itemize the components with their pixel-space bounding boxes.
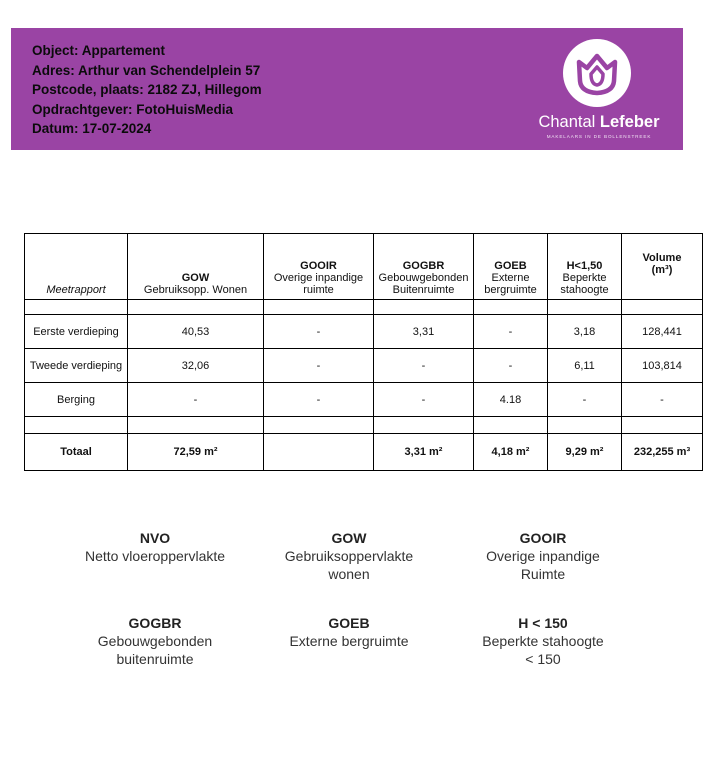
legend-code: GOGBR bbox=[128, 615, 182, 631]
table-cell: 3,31 bbox=[374, 315, 474, 349]
table-cell: 3,18 bbox=[548, 315, 622, 349]
table-cell: - bbox=[474, 349, 548, 383]
table-cell: - bbox=[622, 383, 703, 417]
column-header bbox=[374, 234, 474, 300]
table-row bbox=[25, 349, 703, 383]
table-cell: - bbox=[548, 383, 622, 417]
table-cell: 32,06 bbox=[128, 349, 264, 383]
column-code: H<1,50 bbox=[566, 260, 603, 272]
object-line: Object: Appartement bbox=[32, 43, 166, 58]
total-cell: 9,29 m² bbox=[548, 434, 622, 471]
legend-desc: Ruimte bbox=[520, 566, 566, 582]
legend-code: NVO bbox=[139, 530, 171, 546]
column-code: GOW bbox=[181, 272, 210, 284]
table-header-row bbox=[25, 234, 703, 300]
spacer-row bbox=[25, 300, 703, 315]
table-cell: 6,11 bbox=[548, 349, 622, 383]
logo-last-name: Lefeber bbox=[599, 113, 660, 131]
column-header bbox=[474, 234, 548, 300]
legend-code: H < 150 bbox=[518, 615, 568, 631]
legend-code: GOW bbox=[331, 530, 367, 546]
total-label: Totaal bbox=[25, 434, 128, 471]
column-desc: Overige inpandige bbox=[273, 272, 364, 284]
column-desc: ruimte bbox=[303, 284, 334, 296]
header-banner bbox=[11, 28, 683, 150]
legend-desc: Netto vloeroppervlakte bbox=[84, 548, 226, 564]
total-cell: 4,18 m² bbox=[474, 434, 548, 471]
table-cell: - bbox=[474, 315, 548, 349]
table-row bbox=[25, 383, 703, 417]
measurement-table bbox=[24, 233, 703, 471]
total-cell: 72,59 m² bbox=[128, 434, 264, 471]
legend-code: GOEB bbox=[328, 615, 370, 631]
column-code: GOEB bbox=[494, 260, 527, 272]
object-info bbox=[32, 41, 262, 139]
table-cell: - bbox=[264, 349, 374, 383]
spacer-row bbox=[25, 417, 703, 434]
legend-item bbox=[448, 614, 638, 668]
legend-desc: Overige inpandige bbox=[486, 548, 600, 564]
legend-desc: Gebruiksoppervlakte bbox=[284, 548, 414, 564]
row-label: Tweede verdieping bbox=[25, 349, 128, 383]
column-desc: Gebouwgebonden bbox=[378, 272, 469, 284]
total-cell: 232,255 m³ bbox=[622, 434, 703, 471]
table-cell: - bbox=[374, 383, 474, 417]
client-line: Opdrachtgever: FotoHuisMedia bbox=[32, 101, 234, 117]
column-desc: bergruimte bbox=[484, 284, 537, 296]
logo-wordmark bbox=[529, 113, 669, 132]
column-desc: Gebruiksopp. Wonen bbox=[143, 284, 248, 296]
legend-desc: < 150 bbox=[525, 651, 561, 667]
column-header bbox=[548, 234, 622, 300]
legend-item bbox=[60, 614, 250, 668]
legend-item bbox=[254, 529, 444, 583]
logo-first-name: Chantal bbox=[538, 113, 596, 131]
column-code: GOGBR bbox=[402, 260, 445, 272]
column-code: Volume bbox=[642, 252, 682, 264]
column-unit: (m³) bbox=[651, 264, 673, 276]
table-cell: - bbox=[264, 315, 374, 349]
logo-tagline: MAKELAARS IN DE BOLLENSTREEK bbox=[546, 134, 652, 139]
date-line: Datum: 17-07-2024 bbox=[32, 121, 152, 137]
row-label: Berging bbox=[25, 383, 128, 417]
column-header bbox=[622, 234, 703, 300]
legend-desc: wonen bbox=[328, 566, 370, 582]
column-code: GOOIR bbox=[300, 260, 337, 272]
legend-item bbox=[60, 529, 250, 565]
total-cell bbox=[264, 434, 374, 471]
total-cell: 3,31 m² bbox=[374, 434, 474, 471]
corner-label: Meetrapport bbox=[25, 234, 128, 300]
legend-code: GOOIR bbox=[519, 530, 567, 546]
address-line: Adres: Arthur van Schendelplein 57 bbox=[32, 62, 261, 78]
column-desc: stahoogte bbox=[560, 284, 609, 296]
column-desc: Externe bbox=[491, 272, 530, 284]
legend-item bbox=[448, 529, 638, 583]
table-cell: 128,441 bbox=[622, 315, 703, 349]
column-desc: Buitenruimte bbox=[392, 284, 455, 296]
table-row bbox=[25, 315, 703, 349]
table-cell: - bbox=[374, 349, 474, 383]
column-header bbox=[128, 234, 264, 300]
column-header bbox=[264, 234, 374, 300]
legend-item bbox=[254, 614, 444, 650]
table-cell: 4.18 bbox=[474, 383, 548, 417]
table-cell: 40,53 bbox=[128, 315, 264, 349]
legend-desc: buitenruimte bbox=[116, 651, 194, 667]
row-label: Eerste verdieping bbox=[25, 315, 128, 349]
total-row bbox=[25, 434, 703, 471]
table-cell: - bbox=[264, 383, 374, 417]
table-cell: - bbox=[128, 383, 264, 417]
table-cell: 103,814 bbox=[622, 349, 703, 383]
legend-desc: Gebouwgebonden bbox=[97, 633, 213, 649]
company-logo bbox=[529, 36, 669, 148]
column-desc: Beperkte bbox=[562, 272, 607, 284]
legend-desc: Beperkte stahoogte bbox=[482, 633, 604, 649]
legend-desc: Externe bergruimte bbox=[289, 633, 409, 649]
postcode-line: Postcode, plaats: 2182 ZJ, Hillegom bbox=[32, 82, 262, 98]
tulip-logo-icon bbox=[562, 38, 632, 108]
